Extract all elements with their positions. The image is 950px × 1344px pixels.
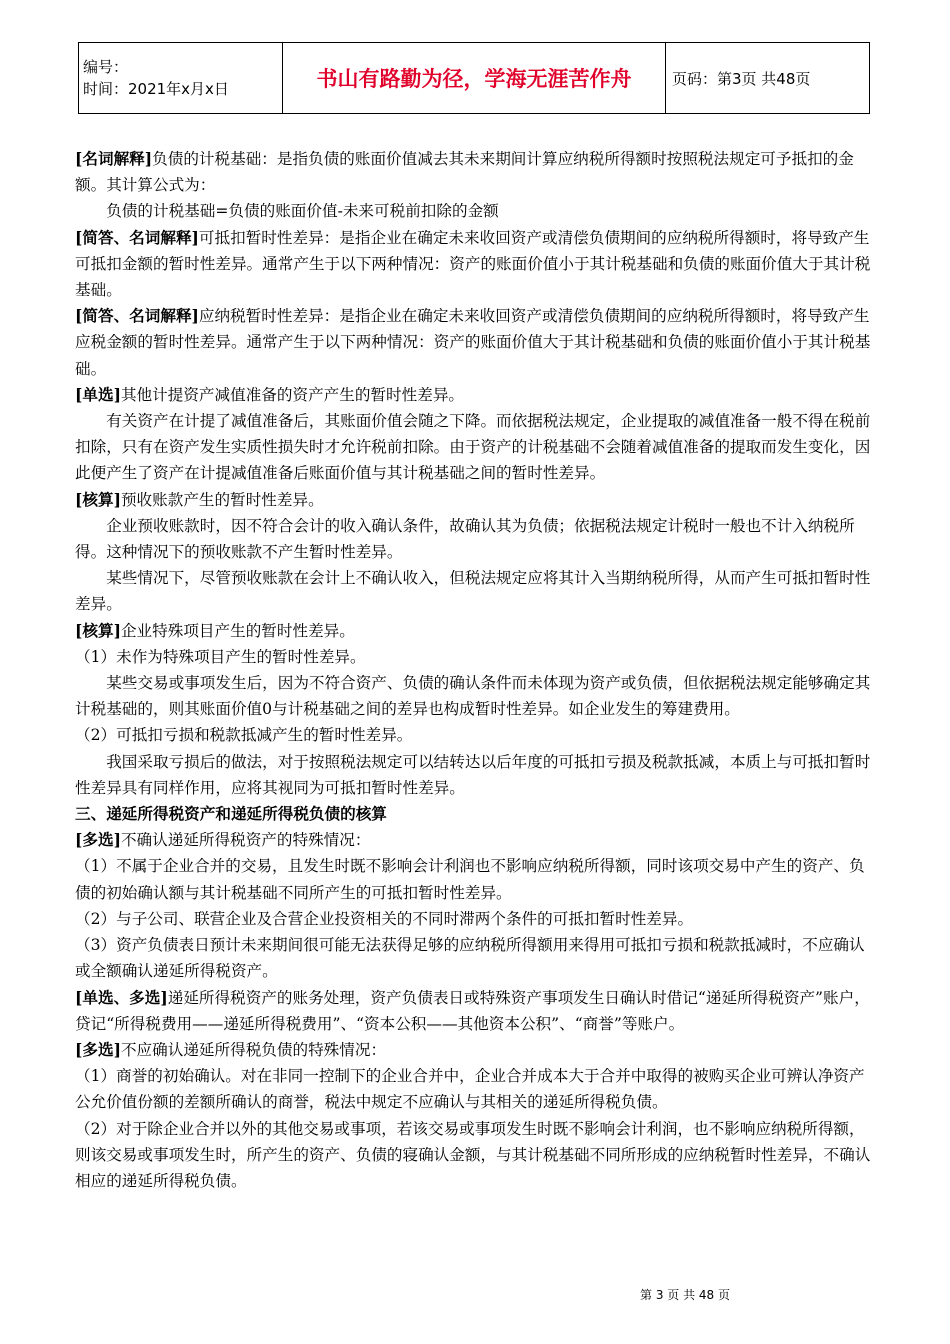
paragraph: [75, 1037, 877, 1063]
paragraph: [75, 827, 877, 853]
paragraph: [75, 1063, 877, 1115]
paragraph: [75, 513, 877, 565]
paragraph-text: （2）可抵扣亏损和税款抵减产生的暂时性差异。: [75, 726, 413, 745]
time-label: 时间：2021年x月x日: [83, 80, 229, 98]
number-label: 编号：: [83, 58, 129, 76]
paragraph-text: 递延所得税资产的账务处理，资产负债表日或特殊资产事项发生日确认时借记“递延所得税资产”账户，贷记“所得税费用——递延所得税费用”、“资本公积——其他资本公积”、“商誉”等账户。: [75, 988, 870, 1033]
paragraph-text: （1）不属于企业合并的交易，且发生时既不影响会计利润也不影响应纳税所得额，同时该项交易中产生的资产、负债的初始确认额与其计税基础不同所产生的可抵扣暂时性差异。: [75, 857, 865, 902]
question-type-tag: [简答、名词解释]: [75, 227, 199, 247]
paragraph-text: 企业预收账款时，因不符合会计的收入确认条件，故确认其为负债；依据税法规定计税时一般也不计入纳税所得。这种情况下的预收账款不产生暂时性差异。: [75, 516, 855, 562]
paragraph-text: 可抵扣暂时性差异：是指企业在确定未来收回资产或清偿负债期间的应纳税所得额时，将导致产生可抵扣金额的暂时性差异。通常产生于以下两种情况：资产的账面价值小于其计税基础和负债的账面价值大于其计税基础。: [75, 228, 871, 300]
paragraph-text: 负债的计税基础：是指负债的账面价值减去其未来期间计算应纳税所得额时按照税法规定可予抵扣的金额。其计算公式为：: [75, 150, 854, 195]
question-type-tag: [名词解释]: [75, 149, 153, 168]
paragraph: [75, 906, 877, 932]
header-table: [78, 42, 870, 114]
question-type-tag: [核算]: [75, 620, 121, 640]
page-footer: [0, 1286, 950, 1303]
paragraph: [75, 565, 877, 617]
paragraph: [75, 722, 877, 748]
question-type-tag: [单选]: [75, 384, 121, 404]
section-heading: [75, 801, 877, 827]
paragraph: [75, 225, 877, 304]
question-type-tag: [多选]: [75, 830, 121, 850]
document-body: [75, 146, 877, 1194]
paragraph: [75, 303, 877, 382]
paragraph-text: （2）对于除企业合并以外的其他交易或事项，若该交易或事项发生时既不影响会计利润，也不影响应纳税所得额，则该交易或事项发生时，所产生的资产、负债的寝确认金额，与其计税基础不同所形成的应纳税暂时性差异，不确认相应的递延所得税负债。: [75, 1119, 871, 1190]
paragraph-text: （1）商誉的初始确认。对在非同一控制下的企业合并中，企业合并成本大于合并中取得的被购买企业可辨认净资产公允价值份额的差额所确认的商誉，税法中规定不应确认与其相关的递延所得税负债。: [75, 1067, 865, 1112]
page-info: 页码：第3页 共48页: [666, 43, 870, 114]
header-meta-cell: [79, 43, 283, 114]
paragraph: [75, 146, 877, 198]
paragraph: [75, 618, 877, 644]
paragraph-text: 企业特殊项目产生的暂时性差异。: [120, 621, 355, 640]
paragraph: [75, 408, 877, 487]
paragraph: [75, 670, 877, 722]
question-type-tag: [多选]: [75, 1039, 121, 1059]
paragraph: [75, 487, 877, 513]
paragraph-text: （1）未作为特殊项目产生的暂时性差异。: [75, 647, 366, 666]
paragraph-text: 不确认递延所得税资产的特殊情况：: [120, 831, 371, 850]
paragraph: [75, 198, 877, 224]
question-type-tag: [简答、名词解释]: [75, 306, 199, 326]
question-type-tag: [单选、多选]: [75, 987, 168, 1007]
motto: 书山有路勤为径，学海无涯苦作舟: [283, 43, 666, 114]
paragraph-text: （3）资产负债表日预计未来期间很可能无法获得足够的应纳税所得额用来得用可抵扣亏损和税款抵减时，不应确认或全额确认递延所得税资产。: [75, 936, 865, 981]
paragraph-text: 预收账款产生的暂时性差异。: [120, 490, 324, 509]
paragraph-text: 负债的计税基础=负债的账面价值-未来可税前扣除的金额: [106, 202, 499, 221]
paragraph-text: 有关资产在计提了减值准备后，其账面价值会随之下降。而依据税法规定，企业提取的减值准备一般不得在税前扣除，只有在资产发生实质性损失时才允许税前扣除。由于资产的计税基础不会随着减值准备的提取而发生变化，因此便产生了资产在计提减值准备后账面价值与其计税基础之间的暂时性差异。: [75, 412, 871, 483]
paragraph: [75, 985, 877, 1037]
footer-page-number: 第 3 页 共 48 页: [640, 1288, 730, 1302]
paragraph: [75, 749, 877, 801]
paragraph-text: （2）与子公司、联营企业及合营企业投资相关的不同时滞两个条件的可抵扣暂时性差异。: [75, 909, 694, 928]
paragraph: [75, 1116, 877, 1195]
paragraph-text: 某些交易或事项发生后，因为不符合资产、负债的确认条件而未体现为资产或负债，但依据税法规定能够确定其计税基础的，则其账面价值0与计税基础之间的差异也构成暂时性差异。如企业发生的筹建费用。: [75, 674, 871, 719]
paragraph-text: 某些情况下，尽管预收账款在会计上不确认收入，但税法规定应将其计入当期纳税所得，从而产生可抵扣暂时性差异。: [75, 569, 871, 614]
paragraph: [75, 644, 877, 670]
paragraph-text: 我国采取亏损后的做法，对于按照税法规定可以结转达以后年度的可抵扣亏损及税款抵减，本质上与可抵扣暂时性差异具有同样作用，应将其视同为可抵扣暂时性差异。: [75, 752, 871, 797]
paragraph-text: 应纳税暂时性差异：是指企业在确定未来收回资产或清偿负债期间的应纳税所得额时，将导致产生应税金额的暂时性差异。通常产生于以下两种情况：资产的账面价值大于其计税基础和负债的账面价值小于其计税基础。: [75, 307, 871, 378]
paragraph-text: 三、递延所得税资产和递延所得税负债的核算: [75, 804, 387, 824]
paragraph-text: 其他计提资产减值准备的资产产生的暂时性差异。: [120, 385, 465, 404]
question-type-tag: [核算]: [75, 489, 121, 509]
paragraph-text: 不应确认递延所得税负债的特殊情况：: [120, 1040, 387, 1059]
paragraph: [75, 932, 877, 984]
paragraph: [75, 382, 877, 408]
paragraph: [75, 853, 877, 905]
